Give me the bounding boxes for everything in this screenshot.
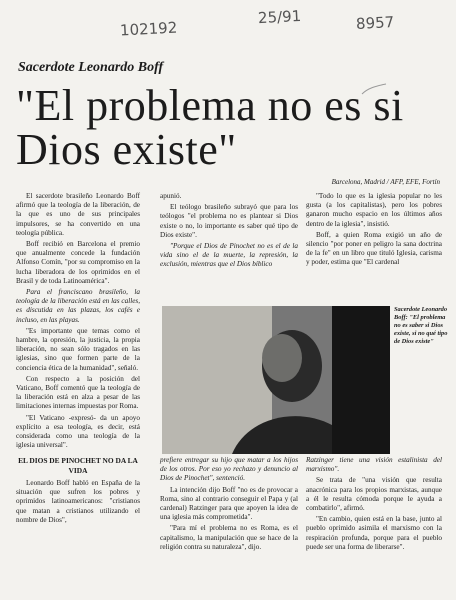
- paragraph: Leonardo Boff habló en España de la situación que sufren los pobres y oprimidos latinoamericanos: "cristianos que matan a cristianos utilizando el nombre de Dios",: [16, 478, 140, 524]
- handwritten-note-left: 102192: [119, 18, 178, 40]
- photo-leonardo-boff: [162, 306, 390, 454]
- paragraph: "Todo lo que es la iglesia popular no les gusta (a los capitalistas), pero los pobres ganaron mucho espacio en los últimos años dentro de la iglesia", insistió.: [306, 192, 442, 228]
- article-column-2-continued: [160, 456, 298, 554]
- paragraph: "Para mí el problema no es Roma, es el capitalismo, la manipulación que se hace de la religión contra su naturaleza", dijo.: [160, 524, 298, 551]
- paragraph: "En cambio, quien está en la base, junto al pueblo oprimido asimila el marxismo con la respiración profunda, porque para el pueblo puede ser una forma de liberarse".: [306, 515, 442, 551]
- paragraph: apunió.: [160, 192, 182, 200]
- article-column-3-continued: [306, 456, 442, 554]
- headline: "El problema no es si Dios existe": [16, 81, 404, 174]
- handwritten-note-right: 8957: [355, 13, 395, 33]
- paragraph: Boff recibió en Barcelona el premio que anualmente concede la fundación Alfonso Comín, "por su compromiso en la lucha liberadora de los oprimidos en el Brasil y de toda Latinoamérica".: [16, 240, 140, 285]
- paragraph: "Es importante que temas como el hambre, la opresión, la justicia, la propia liberación, no sean sólo tragados en las iglesias, sino que formen parte de la conciencia ética de la humanidad", señaló.: [16, 326, 140, 372]
- dateline: Barcelona, Madrid / AFP, EFE, Fortín: [331, 178, 440, 186]
- article-column-3: [306, 192, 442, 270]
- paragraph: Para el franciscano brasileño, la teología de la liberación está en las calles, es discutida en las plazas, los cafés e incluso, en las playas.: [16, 288, 140, 324]
- paragraph: La intención dijo Boff "no es de provocar a Roma, sino al contrario conseguir el Papa y (al cardenal) Ratzinger para que apoyen la idea de una iglesia más comprometida".: [160, 485, 298, 522]
- kicker: Sacerdote Leonardo Boff: [18, 60, 164, 75]
- paragraph: Con respecto a la posición del Vaticano, Boff comentó que la teología de la liberación está en alza a pesar de las limitaciones internas impuestas por Roma.: [16, 374, 140, 411]
- photo-caption: Sacerdote Leonardo Boff: "El problema no es saber si Dios existe, si no qué tipo de Dios existe": [394, 306, 448, 345]
- article-column-2: [160, 192, 298, 272]
- paragraph: Boff, a quien Roma exigió un año de silencio "por poner en peligro la sana doctrina de la fe" en un libro que tituló Iglesia, carisma y poder, estima que "El cardenal: [306, 230, 442, 267]
- article-column-1: [16, 192, 140, 527]
- paragraph: prefiere entregar su hijo que matar a los hijos de los otros. Por eso yo rechazo y denuncio al Dios de Pinochet", sentenció.: [160, 456, 298, 483]
- paragraph: "Porque el Dios de Pinochet no es el de la vida sino el de la muerte, la represión, la exclusión, mientras que el Dios bíblico: [160, 242, 298, 269]
- paragraph: "El Vaticano -expresó- da un apoyo explícito a esa teología, es decir, está considerada como una teología de la iglesia universal".: [16, 413, 140, 450]
- paragraph: El sacerdote brasileño Leonardo Boff afirmó que la teología de la liberación, de la que es uno de sus principales impulsores, se ha convertido en una teología pública.: [16, 192, 140, 237]
- paragraph: El teólogo brasileño subrayó que para los teólogos "el problema no es plantear si Dios existe o no, lo importante es saber qué tipo de Dios existe".: [160, 203, 298, 239]
- portrait-illustration: [162, 306, 390, 454]
- handwritten-note-middle: 25/91: [257, 6, 302, 28]
- paragraph: Ratzinger tiene una visión estalinista del marxismo".: [306, 456, 442, 474]
- paragraph: Se trata de "una visión que resulta anacrónica para los propios marxistas, aunque a él le resulta cómoda porque le ayuda a combatirlo", afirmó.: [306, 476, 442, 513]
- subheading: EL DIOS DE PINOCHET NO DA LA VIDA: [18, 456, 138, 475]
